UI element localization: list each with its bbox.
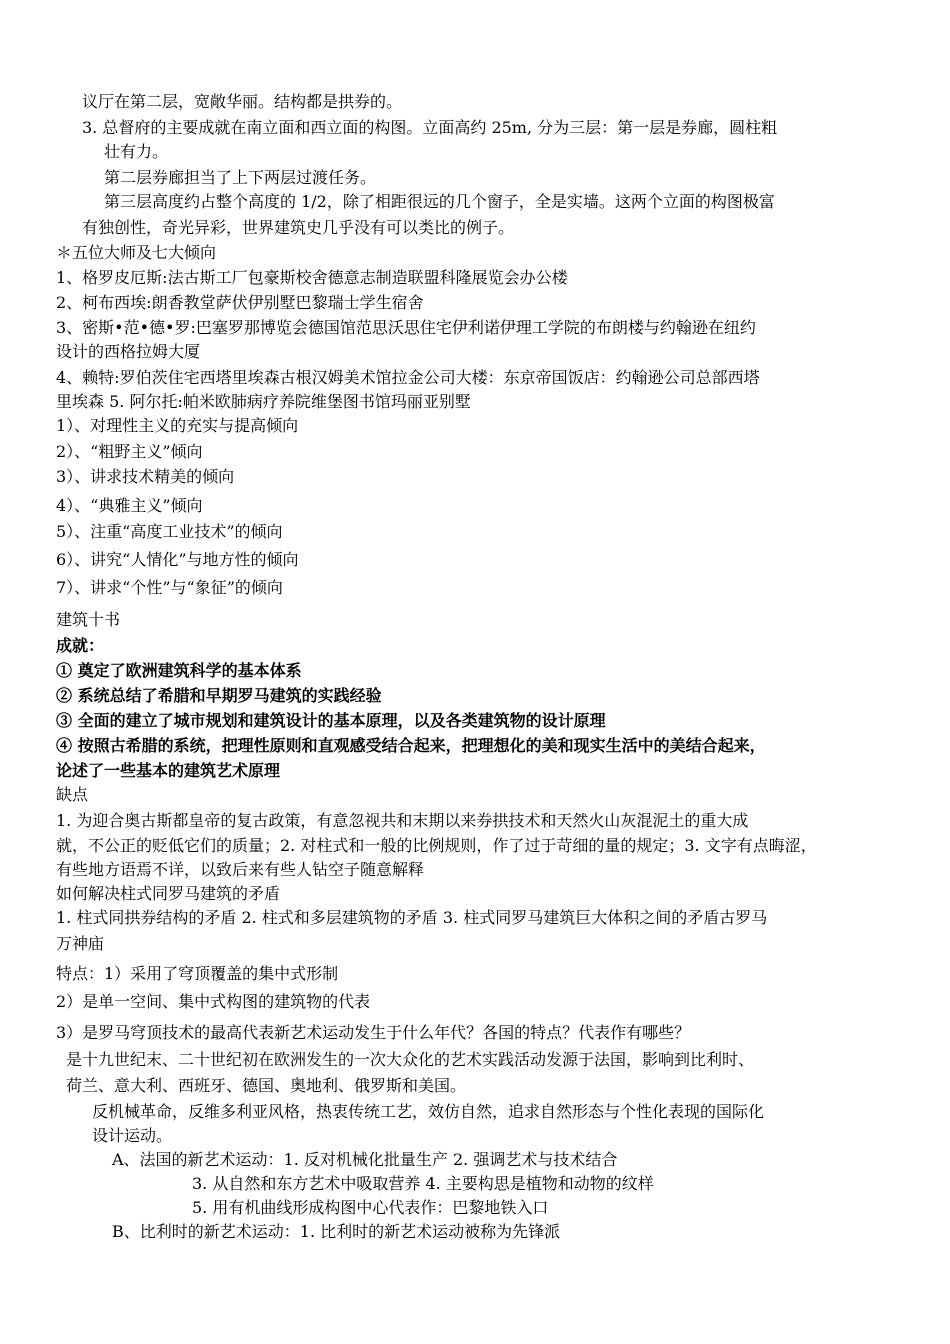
text-line: 第二层券廊担当了上下两层过渡任务。 [104, 168, 377, 187]
list-item: ① 奠定了欧洲建筑科学的基本体系 [56, 661, 302, 680]
text-line: 3）是罗马穹顶技术的最高代表新艺术运动发生于什么年代？各国的特点？代表作有哪些？ [56, 1023, 691, 1042]
text-line: 荷兰、意大利、西班牙、德国、奥地利、俄罗斯和美国。 [66, 1076, 467, 1095]
section-heading: 建筑十书 [56, 610, 121, 629]
subheading: 缺点 [56, 785, 89, 804]
text-line: 万神庙 [56, 934, 105, 953]
list-item: ② 系统总结了希腊和早期罗马建筑的实践经验 [56, 686, 382, 705]
text-line: 是十九世纪末、二十世纪初在欧洲发生的一次大众化的艺术实践活动发源于法国，影响到比利时、 [66, 1050, 755, 1069]
text-line: 里埃森 5. 阿尔托:帕米欧肺病疗养院维堡图书馆玛丽亚别墅 [56, 392, 471, 411]
list-item: 3）、讲求技术精美的倾向 [56, 467, 235, 486]
text-line: 设计运动。 [92, 1126, 173, 1145]
text-line: B、比利时的新艺术运动：1. 比利时的新艺术运动被称为先锋派 [112, 1222, 561, 1241]
text-line: 3、密斯•范•德•罗:巴塞罗那博览会德国馆范思沃思住宅伊利诺伊理工学院的布朗楼与约翰逊在纽约 [56, 318, 756, 337]
list-item: 1）、对理性主义的充实与提高倾向 [56, 416, 299, 435]
text-line: 第三层高度约占整个高度的 1/2，除了相距很远的几个窗子，全是实墙。这两个立面的构图极富 [104, 192, 775, 211]
text-line: 1、格罗皮厄斯:法古斯工厂包豪斯校舍德意志制造联盟科隆展览会办公楼 [56, 268, 568, 287]
text-line: 论述了一些基本的建筑艺术原理 [56, 761, 281, 780]
list-item: 2）、“粗野主义”倾向 [56, 442, 203, 461]
text-line: 议厅在第二层，宽敞华丽。结构都是拱券的。 [82, 92, 403, 111]
text-line: 就，不公正的贬低它们的质量；2. 对柱式和一般的比例规则，作了过于苛细的量的规定；3. 文字有点晦涩， [56, 836, 817, 855]
text-line: 2）是单一空间、集中式构图的建筑物的代表 [56, 992, 371, 1011]
section-heading: ＊五位大师及七大倾向 [56, 243, 217, 262]
text-line: 5. 用有机曲线形成构图中心代表作：巴黎地铁入口 [192, 1198, 549, 1217]
text-line: 反机械革命，反维多利亚风格，热衷传统工艺，效仿自然，追求自然形态与个性化表现的国际化 [92, 1102, 765, 1121]
section-heading: 如何解决柱式同罗马建筑的矛盾 [56, 884, 281, 903]
text-line: 有独创性，奇光异彩，世界建筑史几乎没有可以类比的例子。 [82, 218, 515, 237]
text-line: 2、柯布西埃:朗香教堂萨伏伊别墅巴黎瑞士学生宿舍 [56, 293, 424, 312]
text-line: 特点：1）采用了穹顶覆盖的集中式形制 [56, 964, 339, 983]
subheading: 成就： [56, 636, 105, 655]
text-line: 有些地方语焉不详，以致后来有些人钻空子随意解释 [56, 860, 425, 879]
text-line: 1. 为迎合奥古斯都皇帝的复古政策，有意忽视共和末期以来券拱技术和天然火山灰混泥土的重大成 [56, 811, 749, 830]
text-line: 3. 总督府的主要成就在南立面和西立面的构图。立面高约 25m, 分为三层：第一层是券廊，圆柱粗 [82, 118, 778, 137]
text-line: 壮有力。 [104, 142, 169, 161]
text-line: A、法国的新艺术运动：1. 反对机械化批量生产 2. 强调艺术与技术结合 [112, 1150, 618, 1169]
text-line: 4、赖特:罗伯茨住宅西塔里埃森古根汉姆美术馆拉金公司大楼：东京帝国饭店：约翰逊公司总部西塔 [56, 368, 760, 387]
list-item: 4）、“典雅主义”倾向 [56, 496, 203, 515]
text-line: 3. 从自然和东方艺术中吸取营养 4. 主要构思是植物和动物的纹样 [192, 1174, 654, 1193]
text-line: 1. 柱式同拱券结构的矛盾 2. 柱式和多层建筑物的矛盾 3. 柱式同罗马建筑巨大体积之间的矛盾古罗马 [56, 908, 768, 927]
list-item: 7）、讲求“个性”与“象征”的倾向 [56, 578, 283, 597]
list-item: 5）、注重“高度工业技术”的倾向 [56, 522, 283, 541]
list-item: ③ 全面的建立了城市规划和建筑设计的基本原理，以及各类建筑物的设计原理 [56, 711, 606, 730]
list-item: ④ 按照古希腊的系统，把理性原则和直观感受结合起来，把理想化的美和现实生活中的美结合起来， [56, 736, 766, 755]
text-line: 设计的西格拉姆大厦 [56, 342, 201, 361]
list-item: 6）、讲究“人情化”与地方性的倾向 [56, 550, 299, 569]
